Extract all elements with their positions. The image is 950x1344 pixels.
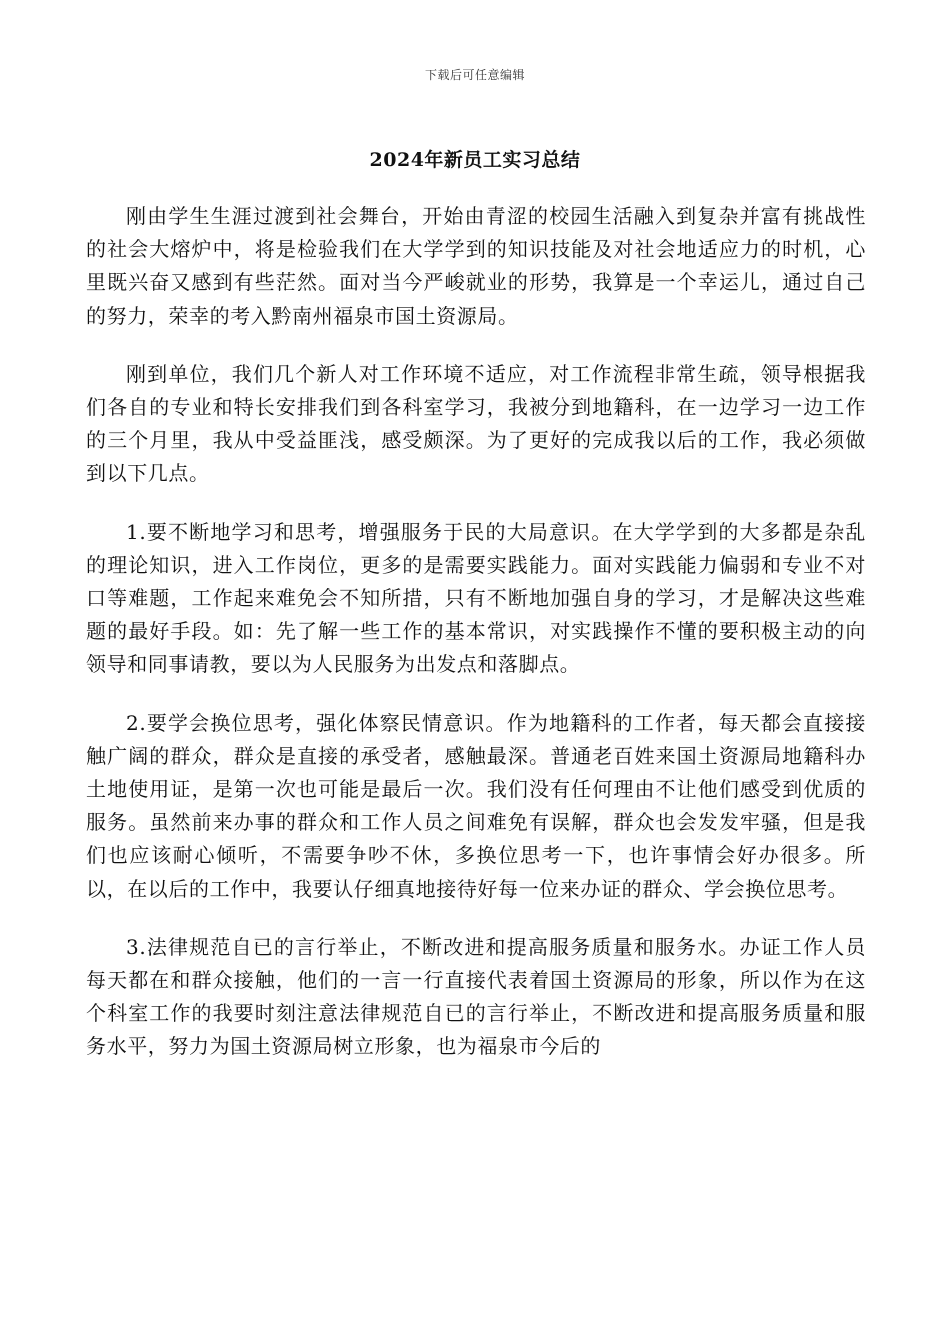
paragraph-point-3: 3.法律规范自已的言行举止，不断改进和提高服务质量和服务水。办证工作人员每天都在和群众接触，他们的一言一行直接代表着国土资源局的形象，所以作为在这个科室工作的我要时刻注意法律规范自已的言行举止，不断改进和提高服务质量和服务水平，努力为国土资源局树立形象，也为福泉市今后的 <box>86 934 866 1059</box>
header-note: 下载后可任意编辑 <box>424 68 525 82</box>
document-title: 2024年新员工实习总结 <box>369 149 581 171</box>
document-body <box>86 200 866 1089</box>
paragraph-arrival: 刚到单位，我们几个新人对工作环境不适应，对工作流程非常生疏，领导根据我们各自的专业和特长安排我们到各科室学习，我被分到地籍科，在一边学习一边工作的三个月里，我从中受益匪浅，感受颇深。为了更好的完成我以后的工作，我必须做到以下几点。 <box>86 361 866 486</box>
paragraph-intro: 刚由学生生涯过渡到社会舞台，开始由青涩的校园生活融入到复杂并富有挑战性的社会大熔炉中，将是检验我们在大学学到的知识技能及对社会地适应力的时机，心里既兴奋又感到有些茫然。面对当今严峻就业的形势，我算是一个幸运儿，通过自己的努力，荣幸的考入黔南州福泉市国土资源局。 <box>86 204 866 328</box>
paragraph-point-1: 1.要不断地学习和思考，增强服务于民的大局意识。在大学学到的大多都是杂乱的理论知识，进入工作岗位，更多的是需要实践能力。面对实践能力偏弱和专业不对口等难题，工作起来难免会不知所措，只有不断地加强自身的学习，才是解决这些难题的最好手段。如：先了解一些工作的基本常识，对实践操作不懂的要积极主动的向领导和同事请教，要以为人民服务为出发点和落脚点。 <box>86 519 866 677</box>
paragraph-point-2: 2.要学会换位思考，强化体察民情意识。作为地籍科的工作者，每天都会直接接触广阔的群众，群众是直接的承受者，感触最深。普通老百姓来国土资源局地籍科办土地使用证，是第一次也可能是最后一次。我们没有任何理由不让他们感受到优质的服务。虽然前来办事的群众和工作人员之间难免有误解，群众也会发发牢骚，但是我们也应该耐心倾听，不需要争吵不休，多换位思考一下，也许事情会好办很多。所以，在以后的工作中，我要认仔细真地接待好每一位来办证的群众、学会换位思考。 <box>86 710 866 901</box>
